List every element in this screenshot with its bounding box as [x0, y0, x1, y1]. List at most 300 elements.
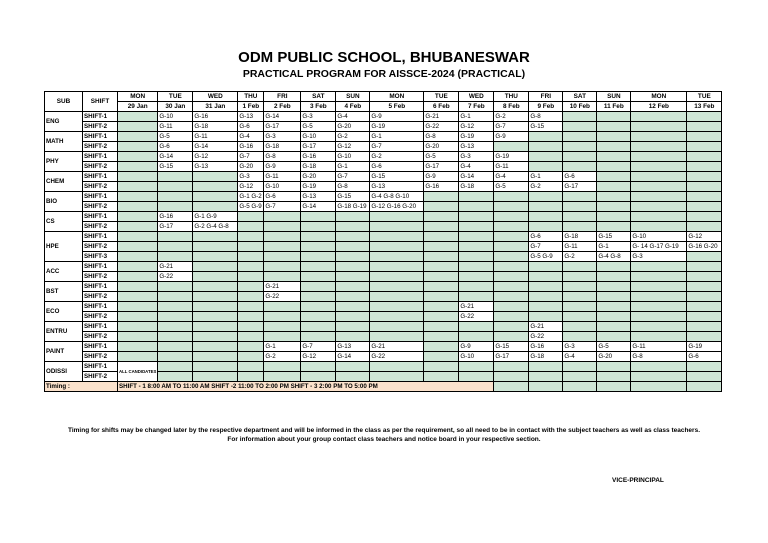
- schedule-cell: [370, 222, 424, 232]
- schedule-cell: [631, 112, 687, 122]
- all-candidates-cell: ALL CANDIDATES: [118, 362, 158, 382]
- schedule-cell: [118, 162, 158, 172]
- schedule-cell: [687, 362, 722, 372]
- schedule-cell: [118, 242, 158, 252]
- schedule-cell: [631, 152, 687, 162]
- shift-label: SHIFT-2: [83, 142, 118, 152]
- table-row: [45, 202, 722, 212]
- schedule-cell: G-10: [631, 232, 687, 242]
- schedule-cell: G-12: [193, 152, 238, 162]
- table-row: [45, 322, 722, 332]
- schedule-cell: G-6: [529, 232, 563, 242]
- schedule-cell: [238, 232, 264, 242]
- subject-name: BIO: [45, 192, 83, 212]
- schedule-cell: [631, 322, 687, 332]
- schedule-cell: [238, 212, 264, 222]
- schedule-cell: [687, 332, 722, 342]
- table-row: [45, 112, 722, 122]
- subject-name: ECO: [45, 302, 83, 322]
- schedule-cell: [459, 202, 494, 212]
- header-day: TUE: [158, 92, 193, 102]
- schedule-cell: [238, 222, 264, 232]
- schedule-cell: [158, 292, 193, 302]
- schedule-cell: [238, 262, 264, 272]
- schedule-cell: [118, 322, 158, 332]
- schedule-cell: [118, 332, 158, 342]
- schedule-cell: [301, 312, 336, 322]
- schedule-cell: G-5: [158, 132, 193, 142]
- table-row: [45, 352, 722, 362]
- schedule-cell: [459, 372, 494, 382]
- schedule-cell: G-1: [597, 242, 631, 252]
- schedule-cell: [529, 292, 563, 302]
- schedule-cell: [301, 262, 336, 272]
- subject-name: ODISSI: [45, 362, 83, 382]
- schedule-cell: G-13: [370, 182, 424, 192]
- schedule-cell: [158, 202, 193, 212]
- schedule-cell: G-1: [529, 172, 563, 182]
- schedule-cell: G-3: [459, 152, 494, 162]
- header-date: 29 Jan: [118, 102, 158, 112]
- schedule-cell: G-10: [158, 112, 193, 122]
- schedule-cell: [597, 212, 631, 222]
- schedule-cell: G-17: [264, 122, 301, 132]
- schedule-cell: G-2: [494, 112, 529, 122]
- schedule-cell: [529, 302, 563, 312]
- schedule-cell: [563, 312, 597, 322]
- shift-label: SHIFT-1: [83, 152, 118, 162]
- schedule-cell: [118, 342, 158, 352]
- schedule-cell: G-16 G-20: [687, 242, 722, 252]
- schedule-cell: [424, 292, 459, 302]
- schedule-cell: [494, 252, 529, 262]
- schedule-cell: [494, 272, 529, 282]
- schedule-cell: G-10: [264, 182, 301, 192]
- schedule-cell: [193, 182, 238, 192]
- schedule-cell: [238, 242, 264, 252]
- schedule-cell: [631, 222, 687, 232]
- schedule-cell: [424, 222, 459, 232]
- schedule-cell: G-8: [631, 352, 687, 362]
- schedule-cell: [370, 292, 424, 302]
- schedule-cell: G-10: [301, 132, 336, 142]
- schedule-cell: [424, 232, 459, 242]
- schedule-cell: G-15: [370, 172, 424, 182]
- schedule-cell: G-15: [494, 342, 529, 352]
- schedule-cell: G-4: [563, 352, 597, 362]
- schedule-cell: G-11: [158, 122, 193, 132]
- schedule-cell: [424, 252, 459, 262]
- schedule-cell: [597, 272, 631, 282]
- schedule-cell: [158, 282, 193, 292]
- subject-name: ENG: [45, 112, 83, 132]
- table-row: [45, 342, 722, 352]
- schedule-cell: [424, 272, 459, 282]
- schedule-cell: G-9: [264, 162, 301, 172]
- header-day: MON: [631, 92, 687, 102]
- schedule-cell: G-10: [459, 352, 494, 362]
- schedule-cell: [459, 272, 494, 282]
- schedule-cell: G-2: [336, 132, 370, 142]
- schedule-cell: G-14: [459, 172, 494, 182]
- schedule-cell: G-17: [494, 352, 529, 362]
- schedule-cell: [529, 202, 563, 212]
- header-day: SUN: [597, 92, 631, 102]
- schedule-cell: [193, 202, 238, 212]
- schedule-cell: [597, 142, 631, 152]
- schedule-cell: G-5 G-9: [529, 252, 563, 262]
- schedule-cell: [158, 302, 193, 312]
- schedule-cell: G-18: [264, 142, 301, 152]
- schedule-cell: [529, 282, 563, 292]
- schedule-cell: [494, 142, 529, 152]
- schedule-cell: [459, 262, 494, 272]
- schedule-cell: [264, 332, 301, 342]
- schedule-cell: [563, 302, 597, 312]
- schedule-cell: G-20: [336, 122, 370, 132]
- schedule-cell: G-4 G-8: [597, 252, 631, 262]
- shift-label: SHIFT-2: [83, 292, 118, 302]
- schedule-cell: [193, 242, 238, 252]
- schedule-cell: [563, 142, 597, 152]
- schedule-cell: [118, 182, 158, 192]
- header-sub: SUB: [45, 92, 83, 112]
- shift-label: SHIFT-2: [83, 162, 118, 172]
- subject-name: ENTRU: [45, 322, 83, 342]
- schedule-cell: [301, 242, 336, 252]
- schedule-cell: [494, 282, 529, 292]
- schedule-cell: [118, 132, 158, 142]
- schedule-cell: [193, 362, 238, 372]
- schedule-cell: G-21: [158, 262, 193, 272]
- schedule-cell: [336, 242, 370, 252]
- schedule-cell: [118, 212, 158, 222]
- schedule-cell: [238, 332, 264, 342]
- schedule-cell: G-1: [370, 132, 424, 142]
- schedule-cell: [238, 302, 264, 312]
- schedule-cell: G-6: [238, 122, 264, 132]
- schedule-cell: [193, 282, 238, 292]
- header-date-row: [45, 102, 722, 112]
- schedule-cell: G-20: [597, 352, 631, 362]
- schedule-cell: G-5: [424, 152, 459, 162]
- schedule-cell: G-16: [529, 342, 563, 352]
- header-date: 13 Feb: [687, 102, 722, 112]
- schedule-cell: G-13: [193, 162, 238, 172]
- schedule-cell: [370, 302, 424, 312]
- schedule-cell: [687, 212, 722, 222]
- schedule-cell: G-7: [494, 122, 529, 132]
- schedule-cell: [264, 252, 301, 262]
- schedule-cell: [238, 272, 264, 282]
- schedule-cell: G-12: [459, 122, 494, 132]
- schedule-cell: [597, 302, 631, 312]
- schedule-cell: G-7: [238, 152, 264, 162]
- shift-label: SHIFT-3: [83, 252, 118, 262]
- schedule-cell: G-14: [301, 202, 336, 212]
- schedule-cell: G-4 G-8 G-10: [370, 192, 424, 202]
- schedule-cell: [563, 192, 597, 202]
- schedule-cell: G-12: [301, 352, 336, 362]
- schedule-cell: [118, 172, 158, 182]
- schedule-cell: [563, 162, 597, 172]
- schedule-cell: [118, 152, 158, 162]
- schedule-cell: [158, 182, 193, 192]
- schedule-cell: [687, 122, 722, 132]
- schedule-cell: [193, 262, 238, 272]
- schedule-cell: G-16: [158, 212, 193, 222]
- schedule-cell: [301, 322, 336, 332]
- schedule-cell: G-5: [597, 342, 631, 352]
- schedule-cell: [264, 242, 301, 252]
- shift-label: SHIFT-1: [83, 112, 118, 122]
- schedule-cell: [529, 312, 563, 322]
- shift-label: SHIFT-1: [83, 192, 118, 202]
- schedule-cell: [158, 192, 193, 202]
- schedule-cell: [336, 232, 370, 242]
- schedule-cell: [631, 382, 687, 392]
- schedule-cell: [301, 302, 336, 312]
- table-row: [45, 192, 722, 202]
- schedule-cell: G-6: [370, 162, 424, 172]
- shift-label: SHIFT-2: [83, 272, 118, 282]
- schedule-cell: [264, 302, 301, 312]
- schedule-cell: [424, 302, 459, 312]
- shift-label: SHIFT-1: [83, 212, 118, 222]
- schedule-cell: G-17: [301, 142, 336, 152]
- shift-label: SHIFT-1: [83, 132, 118, 142]
- schedule-cell: G-18 G-19: [336, 202, 370, 212]
- table-row: [45, 362, 722, 372]
- schedule-cell: [687, 202, 722, 212]
- schedule-cell: [631, 192, 687, 202]
- schedule-cell: [631, 272, 687, 282]
- subject-name: PHY: [45, 152, 83, 172]
- schedule-cell: G-18: [301, 162, 336, 172]
- schedule-cell: G-2: [529, 182, 563, 192]
- schedule-cell: [459, 242, 494, 252]
- schedule-cell: [494, 312, 529, 322]
- table-row: [45, 272, 722, 282]
- schedule-cell: [459, 222, 494, 232]
- schedule-cell: [563, 112, 597, 122]
- schedule-cell: G-3: [238, 172, 264, 182]
- schedule-cell: [424, 202, 459, 212]
- header-date: 8 Feb: [494, 102, 529, 112]
- schedule-cell: [238, 322, 264, 332]
- schedule-cell: G-1: [336, 162, 370, 172]
- schedule-cell: [459, 252, 494, 262]
- schedule-cell: G-18: [563, 232, 597, 242]
- schedule-cell: [494, 212, 529, 222]
- header-date: 7 Feb: [459, 102, 494, 112]
- schedule-cell: [563, 202, 597, 212]
- schedule-cell: [370, 282, 424, 292]
- schedule-cell: G-21: [424, 112, 459, 122]
- header-date: 4 Feb: [336, 102, 370, 112]
- schedule-cell: [563, 332, 597, 342]
- header-day: MON: [118, 92, 158, 102]
- schedule-cell: [336, 372, 370, 382]
- schedule-cell: G-1 G-2: [238, 192, 264, 202]
- schedule-cell: [158, 372, 193, 382]
- schedule-cell: G-2 G-4 G-8: [193, 222, 238, 232]
- shift-label: SHIFT-2: [83, 352, 118, 362]
- timing-note: [40, 427, 728, 444]
- schedule-cell: G-9: [370, 112, 424, 122]
- schedule-cell: G-17: [424, 162, 459, 172]
- subject-name: HPE: [45, 232, 83, 262]
- schedule-cell: G-20: [238, 162, 264, 172]
- schedule-cell: [301, 362, 336, 372]
- shift-label: SHIFT-2: [83, 332, 118, 342]
- schedule-cell: [193, 302, 238, 312]
- schedule-cell: G-21: [264, 282, 301, 292]
- timing-row: [45, 382, 722, 392]
- schedule-cell: [597, 362, 631, 372]
- schedule-cell: [193, 322, 238, 332]
- subject-name: ACC: [45, 262, 83, 282]
- schedule-cell: [118, 222, 158, 232]
- schedule-cell: G-19: [370, 122, 424, 132]
- schedule-cell: [370, 332, 424, 342]
- schedule-cell: [424, 332, 459, 342]
- schedule-cell: G-21: [370, 342, 424, 352]
- schedule-cell: [494, 292, 529, 302]
- subject-name: PAINT: [45, 342, 83, 362]
- schedule-cell: [336, 222, 370, 232]
- table-row: [45, 282, 722, 292]
- schedule-cell: [529, 142, 563, 152]
- schedule-cell: [118, 142, 158, 152]
- schedule-cell: G-15: [529, 122, 563, 132]
- schedule-cell: [264, 262, 301, 272]
- schedule-cell: [118, 252, 158, 262]
- schedule-cell: [264, 362, 301, 372]
- schedule-cell: G-3: [301, 112, 336, 122]
- schedule-cell: [193, 292, 238, 302]
- schedule-cell: G-8: [424, 132, 459, 142]
- schedule-cell: G-6: [563, 172, 597, 182]
- schedule-cell: [158, 242, 193, 252]
- schedule-cell: G-20: [301, 172, 336, 182]
- subject-name: MATH: [45, 132, 83, 152]
- schedule-cell: [118, 232, 158, 242]
- schedule-cell: G-21: [529, 322, 563, 332]
- schedule-cell: [301, 332, 336, 342]
- schedule-cell: G-16: [301, 152, 336, 162]
- schedule-cell: G-15: [158, 162, 193, 172]
- schedule-cell: [563, 282, 597, 292]
- schedule-cell: [563, 372, 597, 382]
- schedule-cell: G-16: [238, 142, 264, 152]
- shift-label: SHIFT-2: [83, 222, 118, 232]
- schedule-cell: [529, 272, 563, 282]
- schedule-cell: [370, 262, 424, 272]
- shift-label: SHIFT-2: [83, 122, 118, 132]
- schedule-cell: G-22: [264, 292, 301, 302]
- schedule-cell: G-7: [370, 142, 424, 152]
- schedule-cell: [264, 232, 301, 242]
- schedule-cell: [193, 342, 238, 352]
- schedule-cell: [687, 162, 722, 172]
- schedule-cell: [597, 322, 631, 332]
- table-row: [45, 252, 722, 262]
- schedule-cell: [597, 182, 631, 192]
- schedule-cell: G-17: [563, 182, 597, 192]
- table-row: [45, 212, 722, 222]
- timing-text: SHIFT - 1 8:00 AM TO 11:00 AM SHIFT -2 11:00 TO 2:00 PM SHIFT - 3 2:00 PM TO 5:00 PM: [118, 382, 494, 392]
- header-day: TUE: [424, 92, 459, 102]
- schedule-cell: [529, 132, 563, 142]
- schedule-cell: [238, 372, 264, 382]
- schedule-cell: [193, 332, 238, 342]
- schedule-cell: [370, 372, 424, 382]
- schedule-cell: G-14: [336, 352, 370, 362]
- schedule-cell: G-15: [336, 192, 370, 202]
- schedule-cell: [370, 272, 424, 282]
- schedule-cell: [563, 322, 597, 332]
- schedule-cell: [631, 132, 687, 142]
- shift-label: SHIFT-1: [83, 282, 118, 292]
- shift-label: SHIFT-1: [83, 362, 118, 372]
- schedule-cell: G-17: [158, 222, 193, 232]
- schedule-cell: [529, 152, 563, 162]
- schedule-cell: [370, 322, 424, 332]
- schedule-cell: [264, 312, 301, 322]
- schedule-cell: [118, 272, 158, 282]
- schedule-cell: [459, 212, 494, 222]
- schedule-cell: [424, 372, 459, 382]
- schedule-cell: G-14: [264, 112, 301, 122]
- schedule-cell: [687, 142, 722, 152]
- schedule-cell: [158, 362, 193, 372]
- schedule-cell: [563, 152, 597, 162]
- schedule-cell: G-9: [424, 172, 459, 182]
- schedule-cell: [301, 252, 336, 262]
- schedule-cell: [193, 252, 238, 262]
- schedule-cell: [158, 332, 193, 342]
- header-date: 2 Feb: [264, 102, 301, 112]
- schedule-cell: G-12 G-16 G-20: [370, 202, 424, 212]
- header-date: 31 Jan: [193, 102, 238, 112]
- schedule-cell: [631, 142, 687, 152]
- schedule-cell: G-9: [494, 132, 529, 142]
- schedule-cell: [631, 372, 687, 382]
- schedule-cell: G-18: [459, 182, 494, 192]
- schedule-cell: [118, 112, 158, 122]
- schedule-cell: [459, 332, 494, 342]
- schedule-cell: [238, 352, 264, 362]
- schedule-cell: G-4: [336, 112, 370, 122]
- schedule-cell: [597, 152, 631, 162]
- schedule-cell: [494, 382, 529, 392]
- schedule-cell: [370, 212, 424, 222]
- schedule-cell: [597, 222, 631, 232]
- schedule-cell: [494, 362, 529, 372]
- schedule-cell: [687, 252, 722, 262]
- schedule-cell: [370, 312, 424, 322]
- schedule-cell: [494, 302, 529, 312]
- schedule-cell: [118, 202, 158, 212]
- schedule-cell: G-11: [631, 342, 687, 352]
- schedule-cell: G-16: [424, 182, 459, 192]
- schedule-cell: [370, 252, 424, 262]
- schedule-cell: G-22: [529, 332, 563, 342]
- schedule-cell: G-4: [494, 172, 529, 182]
- schedule-cell: [158, 252, 193, 262]
- schedule-cell: [336, 212, 370, 222]
